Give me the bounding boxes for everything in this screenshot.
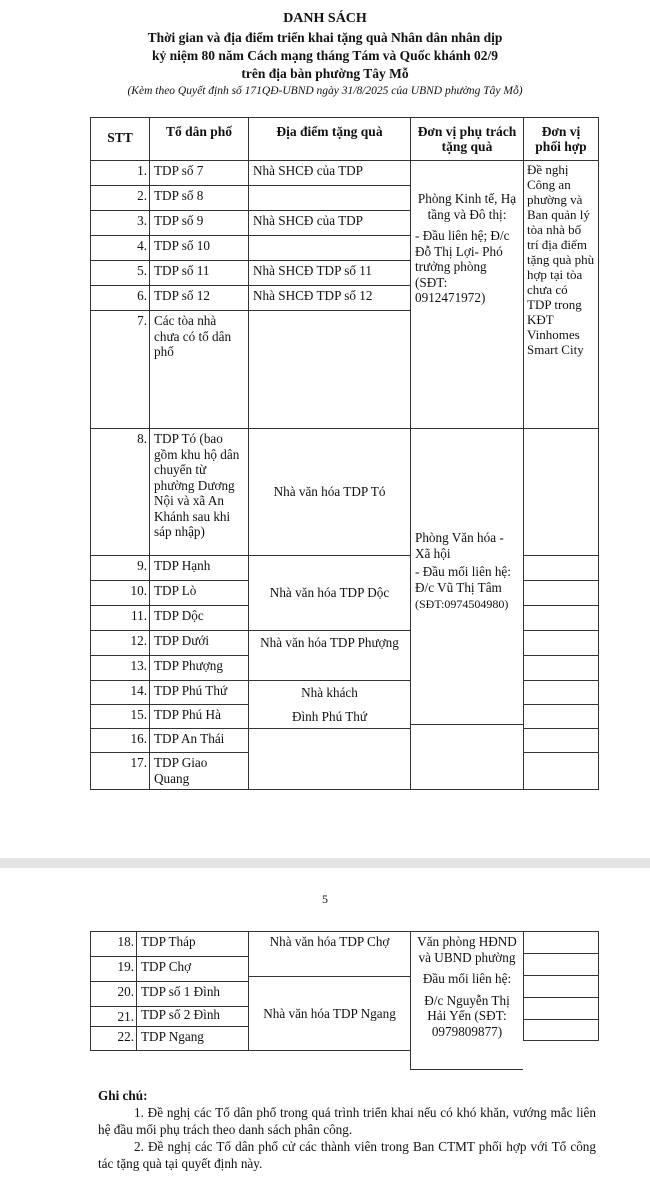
stt-cell: 8. [90, 428, 149, 555]
stt-cell: 6. [90, 285, 149, 310]
th-stt: STT [90, 117, 149, 160]
stt-cell: 20. [90, 981, 136, 1006]
responsible-unit: Phòng Kinh tế, Hạ tầng và Đô thị: [417, 191, 517, 222]
coordination-cell-empty [523, 655, 599, 680]
venue-cell-empty [248, 310, 410, 428]
tdp-cell: TDP Dộc [149, 605, 248, 630]
coordination-cell-empty [523, 428, 599, 555]
stt-cell: 17. [90, 752, 149, 790]
venue-cell: Nhà văn hóa TDP Dộc [248, 555, 410, 630]
stt-cell: 21. [90, 1006, 136, 1026]
tdp-cell: TDP Chợ [136, 956, 248, 981]
coordination-cell-empty [523, 997, 599, 1019]
responsible-cell-empty [410, 724, 523, 790]
coordination-cell-empty [523, 680, 599, 704]
coordination-cell-empty [523, 704, 599, 728]
tdp-cell: TDP số 12 [149, 285, 248, 310]
venue-cell-empty [248, 185, 410, 210]
venue-cell-empty [248, 235, 410, 260]
tdp-cell: TDP số 1 Đình [136, 981, 248, 1006]
tdp-cell: TDP Ngang [136, 1026, 248, 1051]
coordination-cell-empty [523, 931, 599, 953]
venue-cell: Nhà SHCĐ của TDP [248, 210, 410, 235]
responsible-phone: (SĐT:0974504980) [415, 597, 509, 611]
tdp-cell: TDP Hạnh [149, 555, 248, 580]
stt-cell: 1. [90, 160, 149, 185]
coordination-cell-empty [523, 728, 599, 752]
tdp-cell: TDP Dưới [149, 630, 248, 655]
stt-cell: 4. [90, 235, 149, 260]
tdp-cell: TDP số 8 [149, 185, 248, 210]
venue-line: Đình Phú Thứ [291, 708, 368, 724]
tdp-cell: TDP Phượng [149, 655, 248, 680]
coordination-cell-empty [523, 953, 599, 975]
tdp-cell: TDP Tháp [136, 931, 248, 956]
venue-cell: Nhà SHCĐ của TDP [248, 160, 410, 185]
venue-cell: Nhà SHCĐ TDP số 12 [248, 285, 410, 310]
stt-cell: 16. [90, 728, 149, 752]
tdp-cell: TDP Phú Hà [149, 704, 248, 728]
stt-cell: 9. [90, 555, 149, 580]
responsible-contact: - Đầu liên hệ; Đ/c Đỗ Thị Lợi- Phó trưởng phòng (SĐT: 0912471972) [415, 228, 510, 305]
tdp-cell: TDP Lò [149, 580, 248, 605]
responsible-group-3 [410, 931, 523, 1070]
page-gap [0, 858, 650, 868]
doc-heading-2: kỷ niệm 80 năm Cách mạng tháng Tám và Quốc khánh 02/9 [152, 48, 498, 63]
coordination-cell: Đề nghị Công an phường và Ban quản lý tòa nhà bố trí địa điểm tặng quà phù hợp tại tòa chưa có TDP trong KĐT Vinhomes Smart City [523, 160, 599, 428]
responsible-group-1 [410, 160, 523, 428]
doc-title: DANH SÁCH [283, 11, 367, 26]
responsible-unit: Văn phòng HĐND và UBND phường [417, 934, 517, 965]
venue-cell-empty [248, 728, 410, 790]
note-2: 2. Đề nghị các Tổ dân phố cử các thành viên trong Ban CTMT phối hợp với Tổ công tác tặng quà tại quyết định này. [98, 1139, 596, 1171]
venue-cell: Nhà văn hóa TDP Ngang [248, 976, 410, 1051]
venue-cell [248, 680, 410, 728]
tdp-cell: TDP Tó (bao gồm khu hộ dân chuyển từ phường Dương Nội và xã An Khánh sau khi sáp nhập) [149, 428, 248, 555]
responsible-contact: Đầu mối liên hệ: [422, 971, 512, 986]
venue-line: Nhà khách [301, 685, 358, 700]
notes-title: Ghi chú: [98, 1088, 148, 1103]
th-to-dan-pho: Tổ dân phố [149, 117, 248, 160]
stt-cell: 19. [90, 956, 136, 981]
tdp-cell: TDP An Thái [149, 728, 248, 752]
venue-cell: Nhà văn hóa TDP Phượng [248, 630, 410, 680]
th-don-vi-phu-trach: Đơn vị phụ trách tặng quà [410, 117, 523, 160]
coordination-cell-empty [523, 605, 599, 630]
tdp-cell: TDP Giao Quang [149, 752, 248, 790]
tdp-cell: TDP số 2 Đình [136, 1006, 248, 1026]
tdp-cell: TDP số 9 [149, 210, 248, 235]
responsible-contact: - Đầu mối liên hệ: Đ/c Vũ Thị Tâm [415, 564, 511, 595]
stt-cell: 13. [90, 655, 149, 680]
note-1: 1. Đề nghị các Tổ dân phố trong quá trình triển khai nếu có khó khăn, vướng mắc liên hệ đầu mối phụ trách theo danh sách phân công. [98, 1105, 596, 1137]
coordination-cell-empty [523, 975, 599, 997]
stt-cell: 7. [90, 310, 149, 428]
stt-cell: 15. [90, 704, 149, 728]
responsible-group-2 [410, 428, 523, 724]
responsible-unit: Phòng Văn hóa - Xã hội [415, 530, 504, 561]
coordination-cell-empty [523, 555, 599, 580]
stt-cell: 18. [90, 931, 136, 956]
stt-cell: 3. [90, 210, 149, 235]
stt-cell: 2. [90, 185, 149, 210]
tdp-cell: TDP số 10 [149, 235, 248, 260]
stt-cell: 14. [90, 680, 149, 704]
venue-cell: Nhà văn hóa TDP Tó [248, 428, 410, 555]
coordination-cell-empty [523, 630, 599, 655]
stt-cell: 12. [90, 630, 149, 655]
responsible-person: Đ/c Nguyễn Thị Hải Yến (SĐT: 0979809877) [424, 992, 510, 1039]
doc-heading-3: trên địa bàn phường Tây Mỗ [241, 66, 409, 81]
coordination-cell-empty [523, 752, 599, 790]
tdp-cell: TDP số 11 [149, 260, 248, 285]
doc-heading-1: Thời gian và địa điểm triển khai tặng quà Nhân dân nhân dịp [147, 30, 503, 45]
tdp-cell: TDP số 7 [149, 160, 248, 185]
venue-cell: Nhà SHCĐ TDP số 11 [248, 260, 410, 285]
stt-cell: 11. [90, 605, 149, 630]
page-number: 5 [322, 892, 328, 906]
stt-cell: 22. [90, 1026, 136, 1051]
tdp-cell: TDP Phú Thứ [149, 680, 248, 704]
stt-cell: 10. [90, 580, 149, 605]
coordination-cell-empty [523, 1019, 599, 1041]
venue-cell: Nhà văn hóa TDP Chợ [248, 931, 410, 976]
stt-cell: 5. [90, 260, 149, 285]
doc-attach-note: (Kèm theo Quyết định số 171QĐ-UBND ngày 31/8/2025 của UBND phường Tây Mỗ) [127, 85, 523, 97]
th-don-vi-phoi-hop: Đơn vị phối hợp [523, 117, 599, 160]
tdp-cell: Các tòa nhà chưa có tổ dân phố [149, 310, 248, 428]
coordination-cell-empty [523, 580, 599, 605]
th-dia-diem: Địa điểm tặng quà [248, 117, 410, 160]
